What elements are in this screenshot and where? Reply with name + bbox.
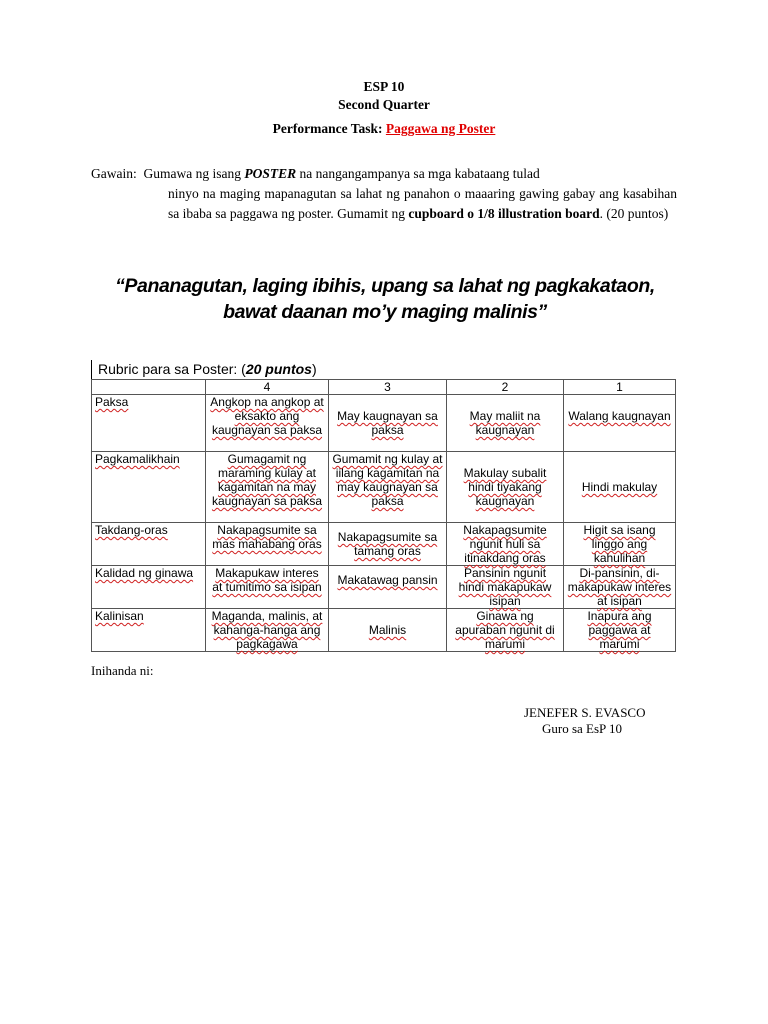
criterion-cell: Kalinisan: [92, 609, 206, 652]
rubric-table: [91, 379, 676, 652]
rubric-title: [91, 360, 675, 379]
score-3-cell: Makatawag pansin: [329, 566, 447, 609]
rubric-title-suffix: ): [311, 361, 317, 377]
prepared-by-label: Inihanda ni:: [91, 663, 154, 678]
rubric-header-1: 1: [564, 380, 676, 395]
instructions-poster: POSTER: [244, 166, 297, 181]
quote-line-1: “Pananagutan, laging ibihis, upang sa lahat ng pagkakataon,: [115, 275, 655, 297]
score-1-cell: Inapura ang paggawa at marumi: [564, 609, 676, 652]
score-3-cell: Gumamit ng kulay at iilang kagamitan na may kaugnayan sa paksa: [329, 452, 447, 523]
task-label: Performance Task:: [272, 121, 386, 136]
score-4-cell: Maganda, malinis, at kahanga-hanga ang pagkagawa: [206, 609, 329, 652]
table-row: [92, 395, 676, 452]
score-4-cell: Makapukaw interes at tumitimo sa isipan: [206, 566, 329, 609]
score-3-cell: Malinis: [329, 609, 447, 652]
rubric-header-3: 3: [329, 380, 447, 395]
score-2-cell: Nakapagsumite ngunit huli sa itinakdang oras: [447, 523, 564, 566]
instructions-materials: cupboard o 1/8 illustration board: [408, 206, 600, 221]
criterion-cell: Paksa: [92, 395, 206, 452]
subject-heading: ESP 10: [363, 79, 405, 94]
score-2-cell: Ginawa ng apuraban ngunit di marumi: [447, 609, 564, 652]
task-title: Paggawa ng Poster: [385, 121, 496, 136]
instructions-text-3: ninyo na maging mapanagutan sa lahat ng panahon o maaaring gawing gabay ang kasabihan sa ibaba sa paggawa ng poster. Gumamit ng: [168, 186, 677, 221]
instructions-text-4: . (20 puntos): [599, 206, 669, 221]
instructions-text-2: na nangangampanya sa mga kabataang tulad: [296, 166, 540, 181]
criterion-cell: Pagkamalikhain: [92, 452, 206, 523]
score-1-cell: Higit sa isang linggo ang kahulihan: [564, 523, 676, 566]
score-1-cell: Di-pansinin, di-makapukaw interes at isipan: [564, 566, 676, 609]
score-1-cell: [564, 452, 676, 523]
rubric-header-4: 4: [206, 380, 329, 395]
instructions-label: Gawain:: [91, 166, 137, 181]
rubric-header-2: 2: [447, 380, 564, 395]
table-row: [92, 566, 676, 609]
score-3-cell: May kaugnayan sa paksa: [329, 395, 447, 452]
quarter-heading: Second Quarter: [338, 97, 430, 112]
instructions-text-1: Gumawa ng isang: [143, 166, 245, 181]
rubric-title-prefix: Rubric para sa Poster: (: [98, 361, 246, 377]
table-row: [92, 523, 676, 566]
criterion-cell: Kalidad ng ginawa: [92, 566, 206, 609]
rubric-header-criterion: [92, 380, 206, 395]
instructions: [91, 164, 677, 224]
teacher-role: Guro sa EsP 10: [542, 721, 623, 736]
score-2-cell: May maliit na kaugnayan: [447, 395, 564, 452]
score-1-text: Hindi makulay: [581, 480, 658, 494]
score-3-cell: Nakapagsumite sa tamang oras: [329, 523, 447, 566]
criterion-cell: Takdang-oras: [92, 523, 206, 566]
rubric: [91, 360, 675, 652]
task-heading: [0, 121, 768, 137]
rubric-title-points: 20 puntos: [245, 361, 312, 377]
teacher-name: JENEFER S. EVASCO: [524, 705, 646, 720]
score-4-cell: Angkop na angkop at eksakto ang kaugnayan sa paksa: [206, 395, 329, 452]
table-row: [92, 609, 676, 652]
instructions-body: [168, 184, 677, 224]
table-row: [92, 452, 676, 523]
score-2-cell: Makulay subalit hindi tiyakang kaugnayan: [447, 452, 564, 523]
score-2-cell: Pansinin ngunit hindi makapukaw isipan: [447, 566, 564, 609]
score-4-cell: Nakapagsumite sa mas mahabang oras: [206, 523, 329, 566]
score-1-cell: Walang kaugnayan: [564, 395, 676, 452]
rubric-header-row: [92, 380, 676, 395]
score-4-cell: Gumagamit ng maraming kulay at kagamitan na may kaugnayan sa paksa: [206, 452, 329, 523]
quote-line-2: bawat daanan mo’y maging malinis”: [223, 301, 547, 323]
instructions-first-line: [91, 164, 677, 184]
